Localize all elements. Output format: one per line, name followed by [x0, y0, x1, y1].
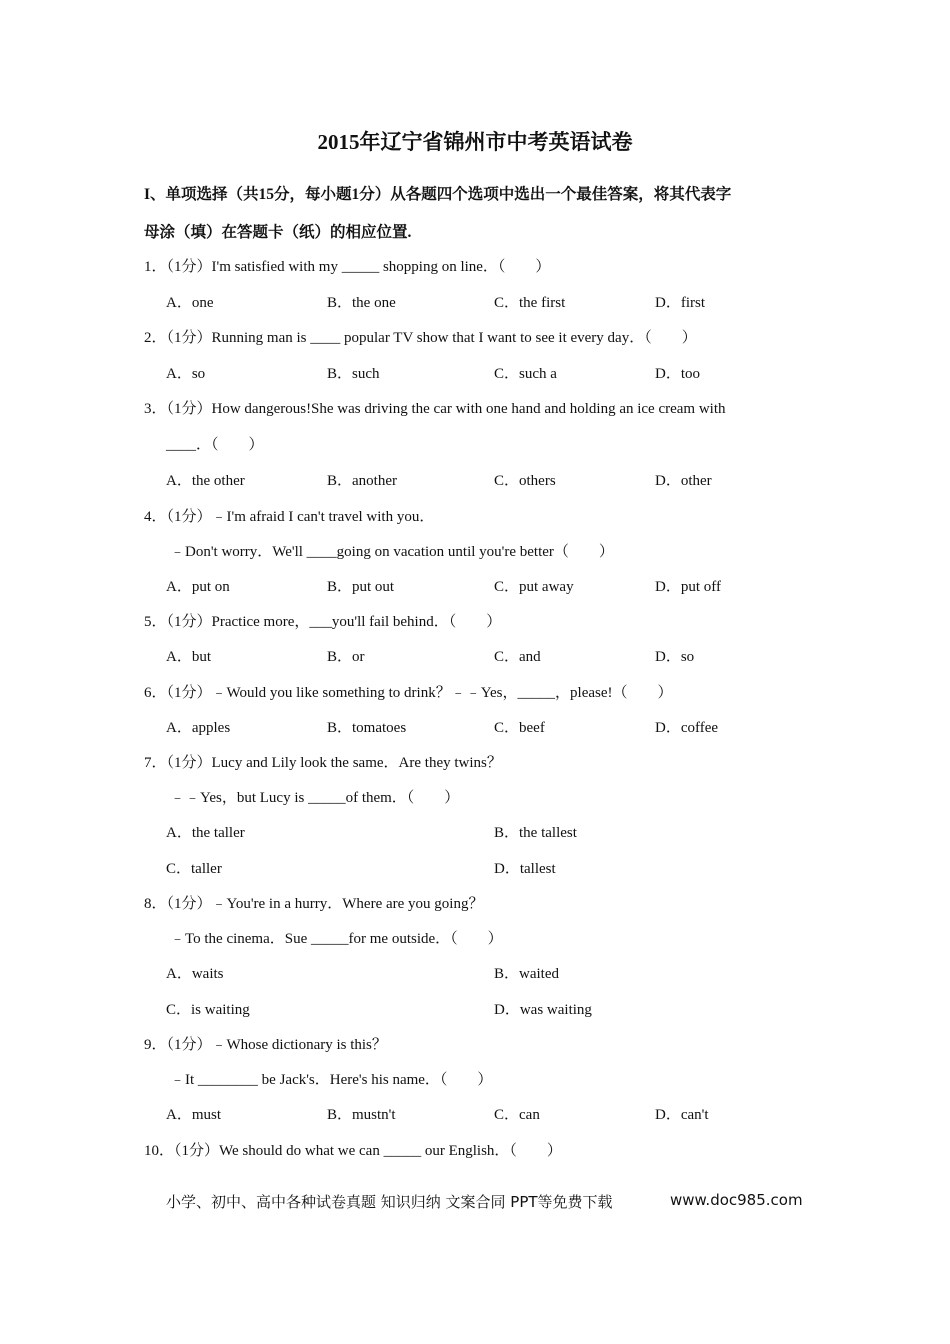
footer-promo-text: 小学、初中、高中各种试卷真题 知识归纳 文案合同 PPT等免费下载	[166, 1193, 613, 1211]
question-9-option-d: D．can't	[655, 1107, 709, 1123]
question-3-stem: 3．（1分）How dangerous!She was driving the car with one hand and holding an ice cream with	[144, 401, 726, 417]
question-2-option-b: B．such	[327, 366, 380, 382]
question-7-option-b: B．the tallest	[494, 825, 577, 841]
question-7-option-d: D．tallest	[494, 861, 556, 877]
question-5-option-d: D．so	[655, 649, 695, 665]
question-9-option-a: A．must	[166, 1107, 222, 1123]
question-9-option-b: B．mustn't	[327, 1107, 396, 1123]
question-6-option-a: A．apples	[166, 720, 231, 736]
section-instruction-line1: I、单项选择（共15分，每小题1分）从各题四个选项中选出一个最佳答案，将其代表字	[144, 186, 732, 203]
question-4-continuation: ﹣Don't worry．We'll ____going on vacation until you're better（ ）	[170, 544, 614, 560]
question-2-option-c: C．such a	[494, 366, 557, 382]
question-8-option-c: C．is waiting	[166, 1002, 250, 1018]
question-5-option-c: C．and	[494, 649, 541, 665]
question-4-option-d: D．put off	[655, 579, 721, 595]
question-3-option-c: C．others	[494, 473, 556, 489]
footer-url[interactable]: www.doc985.com	[670, 1191, 803, 1209]
question-8-option-d: D．was waiting	[494, 1002, 592, 1018]
question-4-option-c: C．put away	[494, 579, 574, 595]
question-7-option-c: C．taller	[166, 861, 222, 877]
question-7-stem: 7．（1分）Lucy and Lily look the same．Are they twins？	[144, 755, 502, 771]
question-6-option-d: D．coffee	[655, 720, 719, 736]
question-10-stem: 10．（1分）We should do what we can _____ our English．（ ）	[144, 1143, 562, 1159]
section-instruction-line2: 母涂（填）在答题卡（纸）的相应位置.	[144, 224, 412, 241]
question-1-stem: 1．（1分）I'm satisfied with my _____ shopping on line．（ ）	[144, 259, 551, 275]
question-2-option-a: A．so	[166, 366, 206, 382]
question-8-option-a: A．waits	[166, 966, 224, 982]
question-4-option-b: B．put out	[327, 579, 395, 595]
question-3-continuation: ____．（ ）	[166, 437, 264, 453]
question-9-continuation: ﹣It ________ be Jack's．Here's his name．（ ）	[170, 1072, 493, 1088]
question-8-continuation: ﹣To the cinema．Sue _____for me outside．（ ）	[170, 931, 503, 947]
question-1-option-b: B．the one	[327, 295, 396, 311]
question-8-stem: 8．（1分）﹣You're in a hurry．Where are you going？	[144, 896, 484, 912]
question-5-stem: 5．（1分）Practice more，___you'll fail behind．（ ）	[144, 614, 502, 630]
question-3-option-d: D．other	[655, 473, 712, 489]
question-3-option-b: B．another	[327, 473, 397, 489]
question-5-option-a: A．but	[166, 649, 212, 665]
question-9-option-c: C．can	[494, 1107, 540, 1123]
question-3-option-a: A．the other	[166, 473, 245, 489]
question-4-stem: 4．（1分）﹣I'm afraid I can't travel with you．	[144, 509, 435, 525]
question-6-option-b: B．tomatoes	[327, 720, 407, 736]
question-7-continuation: ﹣﹣Yes，but Lucy is _____of them．（ ）	[170, 790, 460, 806]
question-1-option-d: D．first	[655, 295, 705, 311]
question-8-option-b: B．waited	[494, 966, 559, 982]
question-2-option-d: D．too	[655, 366, 701, 382]
question-6-stem: 6．（1分）﹣Would you like something to drink？﹣﹣Yes，_____，please!（ ）	[144, 685, 673, 701]
question-4-option-a: A．put on	[166, 579, 230, 595]
question-5-option-b: B．or	[327, 649, 365, 665]
question-1-option-a: A．one	[166, 295, 214, 311]
question-7-option-a: A．the taller	[166, 825, 245, 841]
question-9-stem: 9．（1分）﹣Whose dictionary is this？	[144, 1037, 387, 1053]
question-2-stem: 2．（1分）Running man is ____ popular TV show that I want to see it every day．（ ）	[144, 330, 697, 346]
question-1-option-c: C．the first	[494, 295, 566, 311]
question-6-option-c: C．beef	[494, 720, 545, 736]
page-title: 2015年辽宁省锦州市中考英语试卷	[317, 130, 633, 154]
